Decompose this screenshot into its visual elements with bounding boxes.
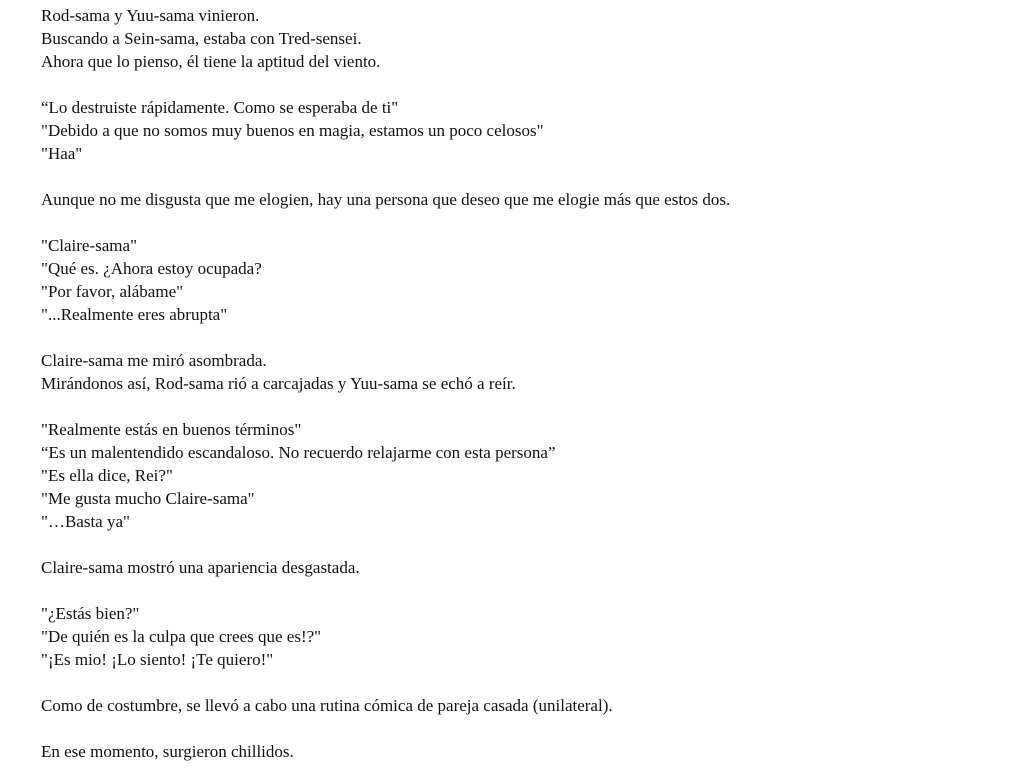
paragraph-spacer (41, 211, 1001, 234)
paragraph (41, 188, 1001, 211)
text-line: "De quién es la culpa que crees que es!?" (41, 627, 322, 646)
text-line: "Es ella dice, Rei?" (41, 466, 173, 485)
paragraph-spacer (41, 165, 1001, 188)
text-line: “Lo destruiste rápidamente. Como se esperaba de ti" (41, 98, 399, 117)
paragraph (41, 4, 1001, 73)
text-line: "Me gusta mucho Claire-sama" (41, 489, 255, 508)
paragraph (41, 602, 1001, 671)
paragraph-spacer (41, 533, 1001, 556)
text-line: "Claire-sama" (41, 236, 138, 255)
document-body (41, 4, 1001, 763)
paragraph (41, 96, 1001, 165)
paragraph (41, 556, 1001, 579)
paragraph (41, 740, 1001, 763)
text-line: "Debido a que no somos muy buenos en magia, estamos un poco celosos" (41, 121, 544, 140)
text-line: “Es un malentendido escandaloso. No recuerdo relajarme con esta persona” (41, 443, 556, 462)
text-line: "Por favor, alábame" (41, 282, 184, 301)
text-line: Rod-sama y Yuu-sama vinieron. (41, 6, 260, 25)
text-line: En ese momento, surgieron chillidos. (41, 742, 294, 761)
paragraph-spacer (41, 717, 1001, 740)
text-line: "¿Estás bien?" (41, 604, 140, 623)
paragraph-spacer (41, 73, 1001, 96)
paragraph-spacer (41, 326, 1001, 349)
text-line: Mirándonos así, Rod-sama rió a carcajadas y Yuu-sama se echó a reír. (41, 374, 516, 393)
text-line: Como de costumbre, se llevó a cabo una rutina cómica de pareja casada (unilateral). (41, 696, 613, 715)
paragraph-spacer (41, 395, 1001, 418)
text-line: "Realmente estás en buenos términos" (41, 420, 302, 439)
text-line: Ahora que lo pienso, él tiene la aptitud del viento. (41, 52, 381, 71)
text-line: Claire-sama me miró asombrada. (41, 351, 267, 370)
text-line: "¡Es mio! ¡Lo siento! ¡Te quiero!" (41, 650, 274, 669)
text-line: "Qué es. ¿Ahora estoy ocupada? (41, 259, 262, 278)
text-line: "…Basta ya" (41, 512, 130, 531)
paragraph (41, 349, 1001, 395)
text-line: "Haa" (41, 144, 83, 163)
text-line: "...Realmente eres abrupta" (41, 305, 228, 324)
paragraph-spacer (41, 579, 1001, 602)
paragraph (41, 418, 1001, 533)
paragraph (41, 234, 1001, 326)
text-line: Claire-sama mostró una apariencia desgastada. (41, 558, 360, 577)
text-line: Aunque no me disgusta que me elogien, hay una persona que deseo que me elogie más que estos dos. (41, 190, 731, 209)
paragraph-spacer (41, 671, 1001, 694)
paragraph (41, 694, 1001, 717)
text-line: Buscando a Sein-sama, estaba con Tred-sensei. (41, 29, 362, 48)
